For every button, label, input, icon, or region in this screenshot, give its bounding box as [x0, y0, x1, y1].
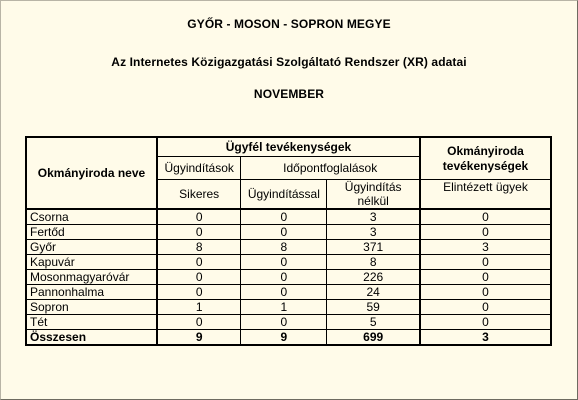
row-elintezett: 0 [420, 209, 551, 225]
row-office-name: Pannonhalma [26, 285, 157, 300]
row-office-name: Csorna [26, 209, 157, 225]
row-nelkul: 8 [327, 255, 420, 270]
table-row [26, 270, 551, 285]
row-office-name: Mosonmagyaróvár [26, 270, 157, 285]
row-sikeres: 1 [157, 300, 241, 315]
report-subtitle: Az Internetes Közigazgatási Szolgáltató Rendszer (XR) adatai [111, 55, 467, 69]
row-ugyinditassal: 0 [241, 255, 327, 270]
row-elintezett: 3 [420, 240, 551, 255]
row-sikeres: 0 [157, 255, 241, 270]
row-sikeres: 8 [157, 240, 241, 255]
row-office-name: Sopron [26, 300, 157, 315]
row-ugyinditassal: 8 [241, 240, 327, 255]
col-header-office: Okmányiroda neve [26, 137, 157, 209]
row-ugyinditassal: 1 [241, 300, 327, 315]
total-row [26, 330, 551, 346]
row-elintezett: 0 [420, 300, 551, 315]
total-sikeres: 9 [157, 330, 241, 346]
row-nelkul: 59 [327, 300, 420, 315]
table-row [26, 209, 551, 225]
row-elintezett: 0 [420, 315, 551, 330]
table-row [26, 240, 551, 255]
row-nelkul: 3 [327, 209, 420, 225]
total-ugyinditassal: 9 [241, 330, 327, 346]
row-office-name: Kapuvár [26, 255, 157, 270]
table-row [26, 285, 551, 300]
total-elintezett: 3 [420, 330, 551, 346]
row-nelkul: 371 [327, 240, 420, 255]
sub-header-nelkul: Ügyindítás nélkül [327, 180, 420, 210]
sub-header-ugyinditassal: Ügyindítással [241, 180, 327, 210]
sub-header-idopontfoglalasok: Időpontfoglalások [241, 157, 420, 180]
total-label: Összesen [26, 330, 157, 346]
row-ugyinditassal: 0 [241, 209, 327, 225]
row-sikeres: 0 [157, 225, 241, 240]
group-header-client: Ügyfél tevékenységek [157, 137, 420, 157]
row-office-name: Győr [26, 240, 157, 255]
row-ugyinditassal: 0 [241, 225, 327, 240]
row-sikeres: 0 [157, 209, 241, 225]
table-row [26, 255, 551, 270]
table-row [26, 225, 551, 240]
row-ugyinditassal: 0 [241, 285, 327, 300]
row-elintezett: 0 [420, 285, 551, 300]
row-elintezett: 0 [420, 270, 551, 285]
table-row [26, 300, 551, 315]
row-ugyinditassal: 0 [241, 315, 327, 330]
row-elintezett: 0 [420, 225, 551, 240]
month-title: NOVEMBER [253, 87, 325, 101]
row-office-name: Fertőd [26, 225, 157, 240]
row-nelkul: 226 [327, 270, 420, 285]
row-sikeres: 0 [157, 270, 241, 285]
row-nelkul: 5 [327, 315, 420, 330]
total-nelkul: 699 [327, 330, 420, 346]
row-office-name: Tét [26, 315, 157, 330]
row-nelkul: 3 [327, 225, 420, 240]
row-sikeres: 0 [157, 285, 241, 300]
sub-header-ugyinditasok: Ügyindítások [157, 157, 241, 180]
row-ugyinditassal: 0 [241, 270, 327, 285]
table-row [26, 315, 551, 330]
sub-header-elintezett: Elintézett ügyek [420, 180, 551, 210]
row-elintezett: 0 [420, 255, 551, 270]
statistics-table [25, 136, 552, 346]
row-sikeres: 0 [157, 315, 241, 330]
group-header-office: Okmányiroda tevékenységek [420, 137, 551, 180]
row-nelkul: 24 [327, 285, 420, 300]
county-title: GYŐR - MOSON - SOPRON MEGYE [187, 17, 391, 31]
sub-header-sikeres: Sikeres [157, 180, 241, 210]
